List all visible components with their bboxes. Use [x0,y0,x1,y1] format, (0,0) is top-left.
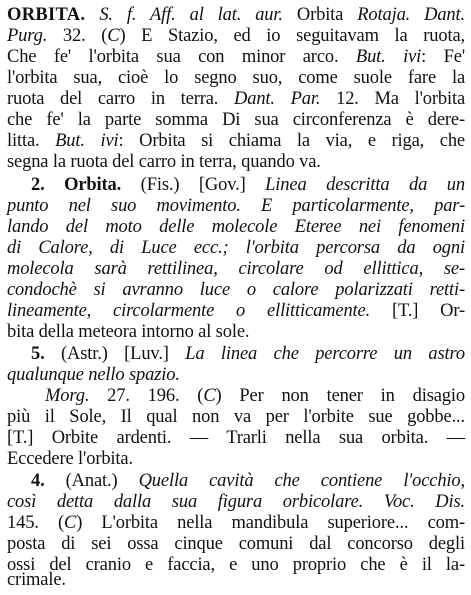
sense-4-line-1: 4. (Anat.) Quella cavità che contiene l'occhio, [31,471,466,491]
sense-4-line-2: così detta dalla sua figura orbicolare. Voc. Dis. [7,492,465,512]
entry-line-8: segna la ruota del carro in terra, quando va. [7,152,321,172]
sense-4-line-5: ossi del cranio e faccia, e uno proprio che è il la- [7,555,465,575]
entry-line-4: l'orbita sua, cioè lo segno suo, come suole fare la [7,68,465,88]
sense-3-line-2: qualunque nello spazio. [7,365,180,385]
sense-4-line-3: 145. (C) L'orbita nella mandibula superiore... com- [7,513,465,533]
entry-line-5: ruota del carro in terra. Dant. Par. 12. Ma l'orbita [7,89,466,109]
entry-line-2: Purg. 32. (C) E Stazio, ed io seguitavam la ruota, [7,26,465,46]
headword: ORBITA. [7,5,86,25]
sense-3-number: 5. [31,344,45,364]
sense-4-line-4: posta di sei ossa cinque comuni dal concorso degli [7,534,465,554]
sense-3-line-5: [T.] Orbite ardenti. — Trarli nella sua orbita. — [7,428,465,448]
sense-2-line-8: bita della meteora intorno al sole. [7,322,250,342]
sense-3-line-3: Morg. 27. 196. (C) Per non tener in disagio [45,386,465,406]
sense-3-line-1: 5. (Astr.) [Luv.] La linea che percorre un astro [31,344,465,364]
sense-4-line-6: crimale. [7,570,66,590]
sense-2-line-1: 2. Orbita. (Fis.) [Gov.] Linea descritta da un [31,175,465,195]
sense-2-line-4: di Calore, di Luce ecc.; l'orbita percorsa da ogni [7,238,465,258]
sense-2-line-7: lineamente, circolarmente o ellitticamente. [T.] Or- [7,301,465,321]
sense-3-line-4: più il Sole, Il qual non va per l'orbite sue gobbe... [7,407,465,427]
sense-2-line-5: molecola sarà rettilinea, circolare od ellittica, se- [7,259,465,279]
dictionary-entry [7,4,465,591]
entry-line-6: che fe' la parte somma Di sua circonferenza è dere- [7,110,465,130]
sense-2-heading: 2. Orbita. [31,175,122,195]
entry-line-3: Che fe' l'orbita sua con minor arco. But. ivi: Fe' [7,47,465,67]
entry-line-1: ORBITA. S. f. Aff. al lat. aur. Orbita Rotaja. Dant. [7,5,465,25]
sense-3-line-6: Eccedere l'orbita. [7,449,133,469]
sense-2-line-3: lando del moto delle molecole Eteree nei fenomeni [7,217,465,237]
sense-4-number: 4. [31,471,45,491]
sense-2-line-2: punto nel suo movimento. E particolarmente, par- [7,196,465,216]
entry-line-7: litta. But. ivi: Orbita si chiama la via, e riga, che [7,131,465,151]
sense-2-line-6: condochè si avranno luce o calore polarizzati retti- [7,280,465,300]
